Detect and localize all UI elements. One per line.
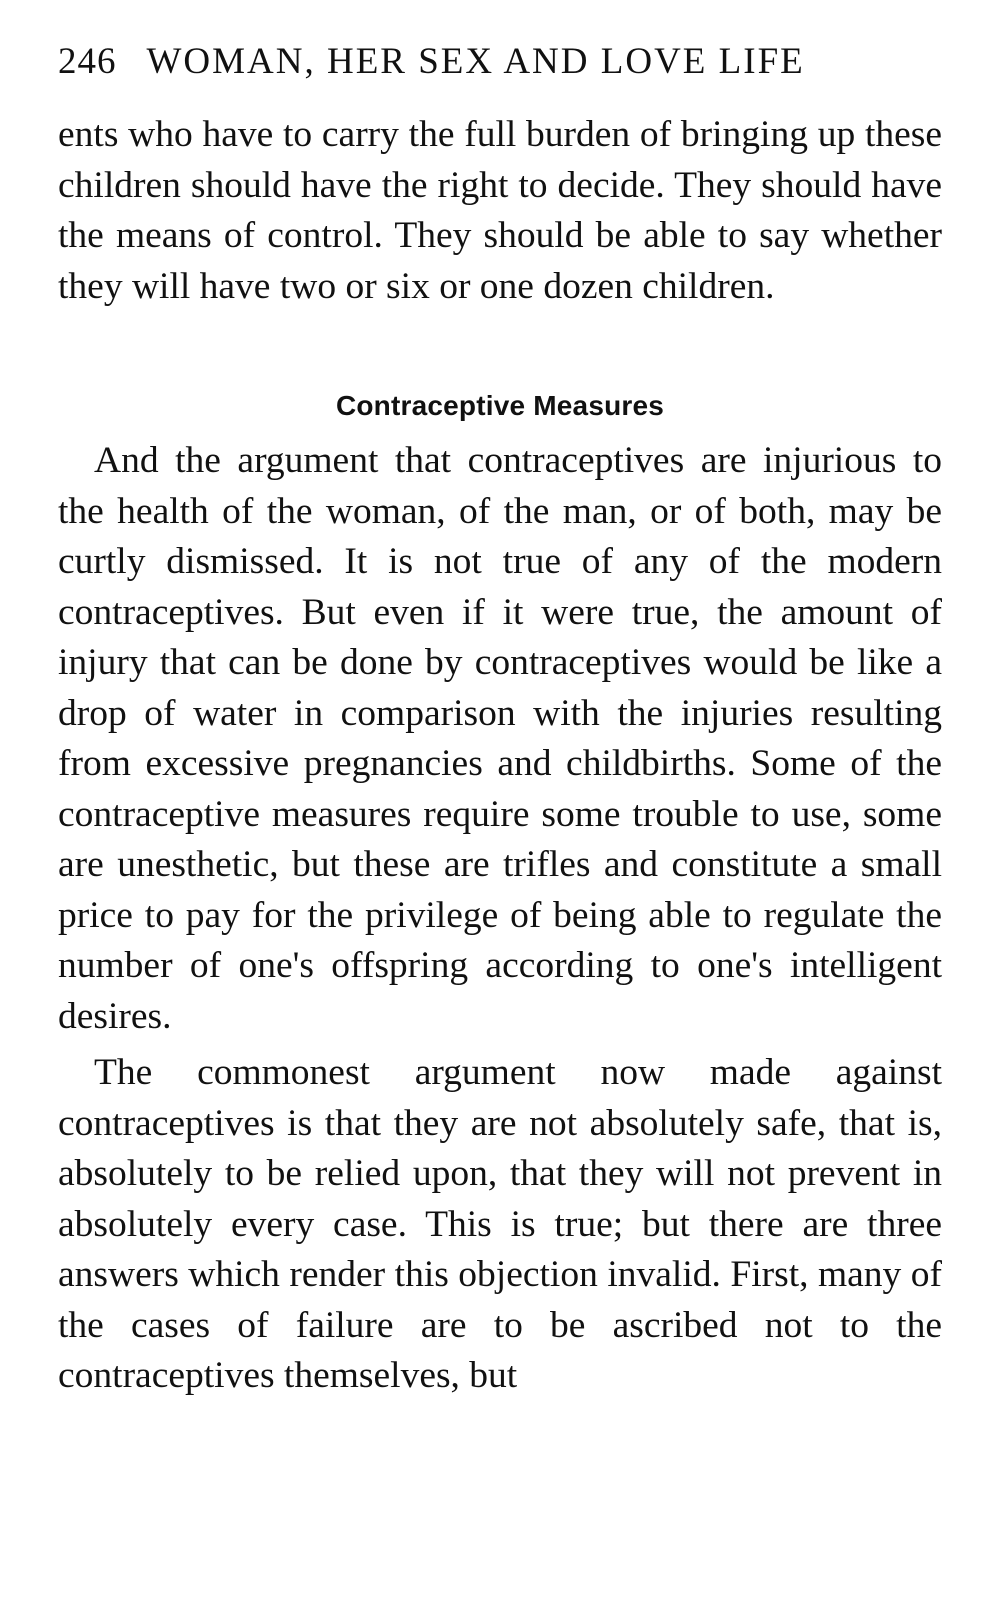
running-title: WOMAN, HER SEX AND LOVE LIFE (146, 41, 805, 82)
running-head (58, 40, 942, 110)
paragraph-continued: ents who have to carry the full burden of bringing up these children should have the right to decide. They should have the means of control. They should be able to say whether they will have two or six or one dozen children. (58, 114, 942, 307)
section-heading: Contraceptive Measures (335, 390, 665, 421)
section-heading-wrap (58, 312, 942, 436)
book-page (58, 40, 942, 1402)
page-number: 246 (58, 41, 117, 82)
paragraph-safety-argument: The commonest argument now made against contraceptives is that they are not absolutely safe, that is, absolutely to be relied upon, that they will not prevent in absolutely every case. This is true; but there are three answers which render this objection invalid. First, many of the cases of failure are to be ascribed not to the contraceptives themselves, but (58, 1052, 942, 1396)
paragraph-injurious-argument: And the argument that contraceptives are injurious to the health of the woman, of the man, or of both, may be curtly dismissed. It is not true of any of the modern contraceptives. But even if it were true, the amount of injury that can be done by contraceptives would be like a drop of water in comparison with the injuries resulting from excessive pregnancies and childbirths. Some of the contraceptive measures require some trouble to use, some are unesthetic, but these are trifles and constitute a small price to pay for the privilege of being able to regulate the number of one's offspring according to one's intelligent desires. (58, 440, 942, 1037)
